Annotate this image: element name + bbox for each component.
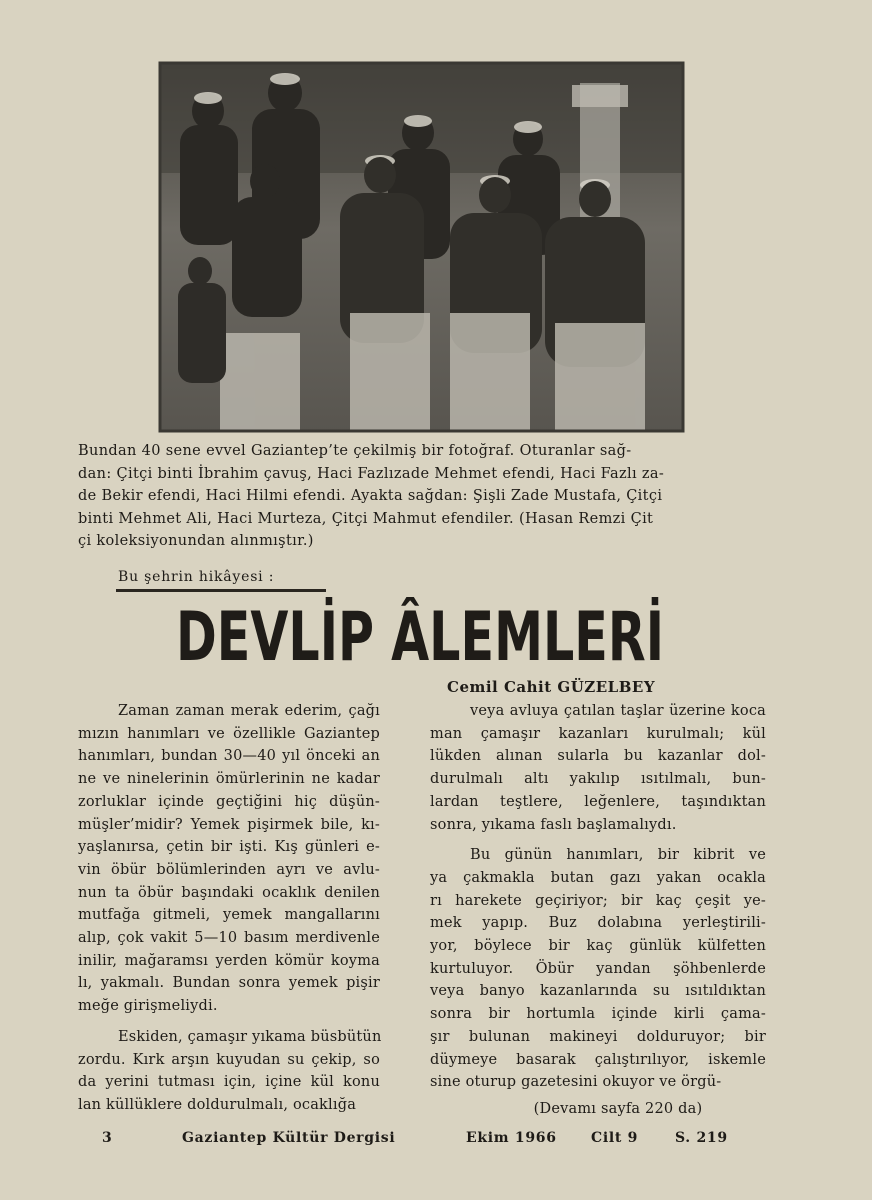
issue-date: Ekim 1966 [466,1130,557,1146]
article-line: alıp, çok vakit 5—10 basım merdivenle [78,930,380,947]
left-column [78,700,380,1117]
photo-image [160,63,683,431]
article-line: zorluklar içinde geçtiğini hiç düşün- [78,793,380,810]
article-line: lardan teştlere, leğenlere, taşındıktan [430,793,766,810]
caption-line: binti Mehmet Ali, Haci Murteza, Çitçi Mahmut efendiler. (Hasan Remzi Çit [78,510,654,527]
article-line: vin öbür bölümlerinden ayrı ve avlu- [78,861,380,878]
article-line: veya banyo kazanlarında su ısıtıldıktan [430,983,766,1000]
headline-text: DEVLİP ÂLEMLERİ [176,598,852,677]
journal-name: Gaziantep Kültür Dergisi [182,1130,396,1146]
article-line: sonra bir hortumla içinde kirli çama- [430,1006,766,1023]
caption-line: dan: Çitçi binti İbrahim çavuş, Haci Fazlızade Mehmet efendi, Haci Fazlı za- [78,465,665,482]
article-line: sonra, yıkama faslı başlamalıydı. [430,816,677,833]
article-line: ne ve ninelerinin ömürlerinin ne kadar [78,771,380,788]
article-line: yaşlanırsa, çetin bir işti. Kış günleri e- [78,839,380,856]
article-line: Eskiden, çamaşır yıkama büsbütün [118,1028,382,1045]
right-column [430,700,766,1121]
article-line: lan küllüklere doldurulmalı, ocaklığa [78,1096,357,1113]
volume-number: Cilt 9 [591,1130,639,1146]
article-line: müşler’midir? Yemek pişirmek bile, kı- [78,816,380,833]
caption-line: de Bekir efendi, Haci Hilmi efendi. Ayakta sağdan: Şişli Zade Mustafa, Çitçi [78,488,663,504]
article-line: ya çakmakla butan gazı yakan ocakla [430,869,766,886]
group-photograph [160,63,683,431]
article-line: hanımları, bundan 30—40 yıl önceki an [78,748,380,765]
article-line: lükden alınan sularla bu kazanlar dol- [430,748,766,765]
article-line: lı, yakmalı. Bundan sonra yemek pişir [78,975,380,992]
article-line: nun ta öbür başındaki ocaklık denilen [78,884,380,901]
caption-line: çi koleksiyonundan alınmıştır.) [78,533,314,549]
article-line: yor, böylece bir kaç günlük külfetten [430,938,766,955]
article-line: mutfağa gitmeli, yemek mangallarını [78,907,380,924]
article-line: Zaman zaman merak ederim, çağı [118,703,380,719]
article-line: şır bulunan makineyi dolduruyor; bir [430,1028,766,1045]
photo-caption [78,440,764,553]
series-underline [116,589,326,592]
article-line: rı harekete geçiriyor; bir kaç çeşit ye- [430,892,766,909]
article-line: durulmalı altı yakılıp ısıtılmalı, bun- [430,771,766,788]
series-label: Bu şehrin hikâyesi : [118,569,275,585]
caption-line: Bundan 40 sene evvel Gaziantep’te çekilmiş bir fotoğraf. Oturanlar sağ- [78,443,632,459]
article-line: veya avluya çatılan taşlar üzerine koca [470,703,766,719]
page-number: 3 [102,1130,113,1146]
issue-number: S. 219 [675,1130,728,1146]
article-line: mek yapıp. Buz dolabına yerleştirili- [430,915,766,932]
article-line: Bu günün hanımları, bir kibrit ve [470,847,766,864]
article-line: sine oturup gazetesini okuyor ve örgü- [430,1074,722,1091]
article-author: Cemil Cahit GÜZELBEY [447,678,656,696]
continued-note: (Devamı sayfa 220 da) [533,1100,703,1117]
article-line: zordu. Kırk arşın kuyudan su çekip, so [78,1051,380,1068]
paragraph-gap [78,1018,380,1026]
article-line: mızın hanımları ve özellikle Gaziantep [78,725,380,742]
article-headline [170,598,852,677]
article-line: inilir, mağaramsı yerden kömür koyma [78,952,380,969]
article-line: da yerini tutması için, içine kül konu [78,1074,380,1091]
article-line: man çamaşır kazanları kurulmalı; kül [430,725,766,742]
article-line: meğe girişmeliydi. [78,998,218,1015]
article-line: düymeye basarak çalıştırılıyor, iskemle [430,1051,766,1068]
paragraph-gap [430,836,766,844]
article-line: kurtuluyor. Öbür yandan şöhbenlerde [430,960,766,977]
